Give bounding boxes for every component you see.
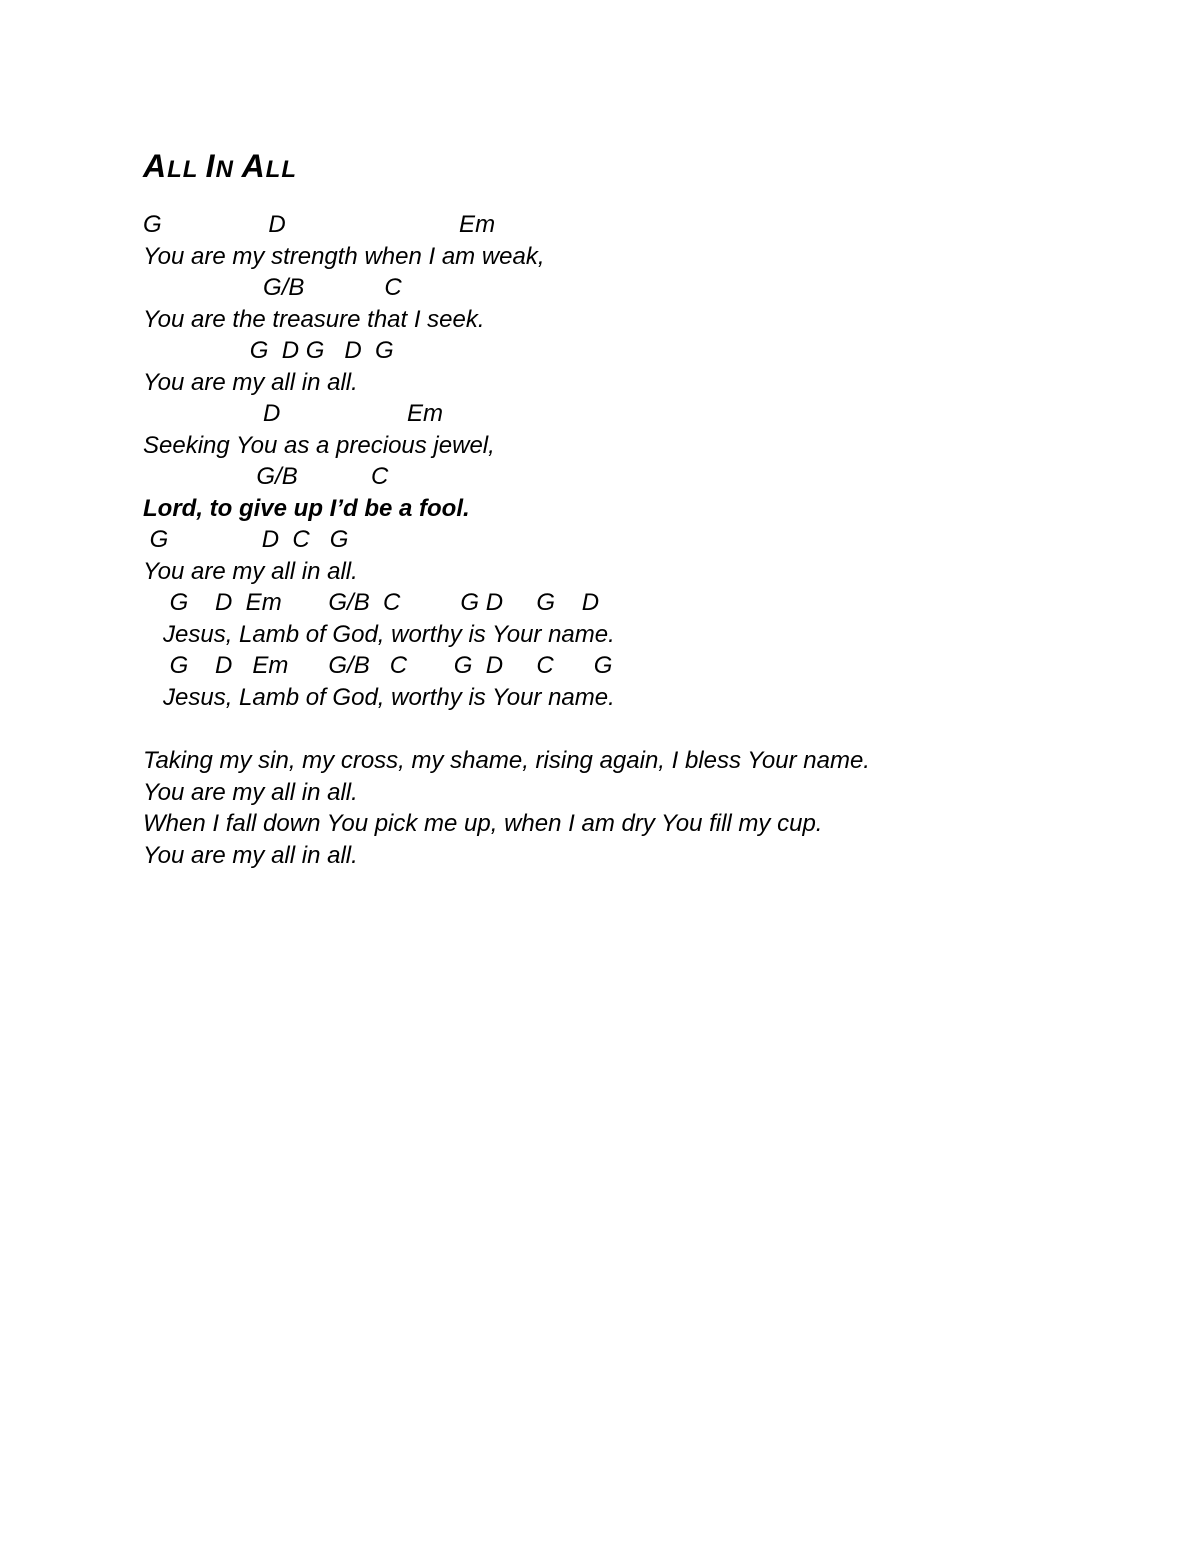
lyric-line: When I fall down You pick me up, when I am dry You fill my cup.: [143, 810, 823, 837]
chord-line: G/B C: [143, 274, 402, 301]
lyric-line: Jesus, Lamb of God, worthy is Your name.: [143, 684, 615, 711]
song-title-part: A: [143, 148, 168, 184]
lyric-line: You are my all in all.: [143, 369, 358, 396]
song-title-part: A: [241, 148, 266, 184]
song-title-part: LL: [265, 156, 297, 183]
lyric-line: You are my strength when I am weak,: [143, 243, 545, 270]
lyric-line: You are my all in all.: [143, 558, 358, 585]
chord-line: G D Em G/B C G D G D: [143, 589, 600, 616]
lyric-line: Seeking You as a precious jewel,: [143, 432, 495, 459]
chord-line: G D Em G/B C G D C G: [143, 652, 613, 679]
chord-line: G D C G: [143, 526, 349, 553]
lyric-line: Taking my sin, my cross, my shame, rising again, I bless Your name.: [143, 747, 870, 774]
song-title-part: I: [205, 148, 216, 184]
chord-line: G D G D G: [143, 337, 394, 364]
song-title-part: LL: [167, 156, 206, 183]
chord-line: G D Em: [143, 211, 496, 238]
lyric-line: Jesus, Lamb of God, worthy is Your name.: [143, 621, 615, 648]
chord-line: D Em: [143, 400, 444, 427]
lyric-line: Lord, to give up I’d be a fool.: [143, 495, 470, 522]
song-title: [143, 148, 297, 188]
song-title-part: N: [215, 156, 242, 183]
chord-line: G/B C: [143, 463, 389, 490]
lyric-line: You are the treasure that I seek.: [143, 306, 485, 333]
lyric-line: You are my all in all.: [143, 779, 358, 806]
lyric-line: You are my all in all.: [143, 842, 358, 869]
